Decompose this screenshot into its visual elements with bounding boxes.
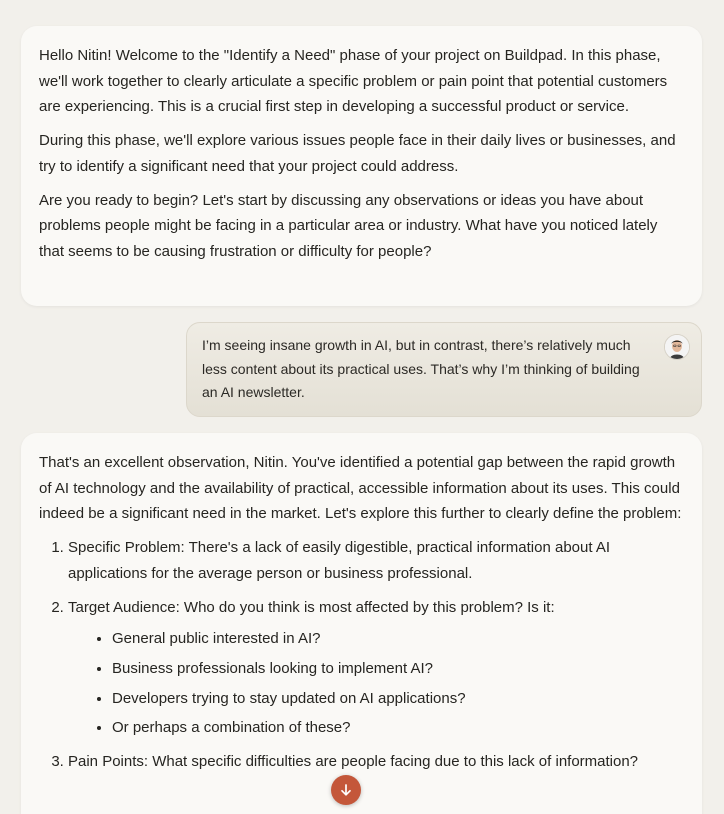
- message-paragraph: That's an excellent observation, Nitin. You've identified a potential gap between the rapid growth of AI technology and the availability of practical, accessible information about its uses. This could indeed be a significant need in the market. Let's explore this further to clearly define the problem:: [39, 454, 682, 523]
- list-item-text: Pain Points: What specific difficulties are people facing due to this lack of information?: [68, 753, 639, 771]
- list-item: • Developers trying to stay updated on AI applications?: [112, 686, 684, 712]
- list-item: • General public interested in AI?: [112, 626, 684, 652]
- list-item-text: Specific Problem: There's a lack of easily digestible, practical information about AI applications for the average person or business professional.: [68, 539, 611, 582]
- arrow-down-icon: [339, 783, 353, 797]
- user-avatar[interactable]: [664, 334, 690, 360]
- list-item: • Or perhaps a combination of these?: [112, 715, 684, 741]
- list-item: [68, 749, 684, 775]
- scroll-to-bottom-button[interactable]: [331, 775, 361, 805]
- list-item: [68, 595, 684, 742]
- assistant-message-intro: [21, 26, 702, 306]
- audience-options-list: [68, 626, 684, 741]
- user-message-text: I’m seeing insane growth in AI, but in contrast, there’s relatively much less content about its practical uses. That’s why I’m thinking of building an AI newsletter.: [202, 337, 640, 400]
- message-paragraph: During this phase, we'll explore various issues people face in their daily lives or businesses, and try to identify a significant need that your project could address.: [39, 132, 676, 175]
- user-message: [186, 322, 702, 417]
- list-item: [68, 535, 684, 586]
- message-paragraph: Are you ready to begin? Let's start by discussing any observations or ideas you have about problems people might be facing in a particular area or industry. What have you noticed lately that seems to be causing frustration or difficulty for people?: [39, 191, 658, 260]
- list-item-text: Target Audience: Who do you think is most affected by this problem? Is it:: [68, 598, 555, 616]
- assistant-message-followup: [21, 433, 702, 814]
- user-avatar-icon: [665, 335, 689, 359]
- problem-steps-list: [39, 535, 684, 775]
- list-item: • Business professionals looking to implement AI?: [112, 656, 684, 682]
- message-paragraph: Hello Nitin! Welcome to the "Identify a Need" phase of your project on Buildpad. In this phase, we'll work together to clearly articulate a specific problem or pain point that potential customers are experiencing. This is a crucial first step in developing a successful product or service.: [39, 47, 668, 116]
